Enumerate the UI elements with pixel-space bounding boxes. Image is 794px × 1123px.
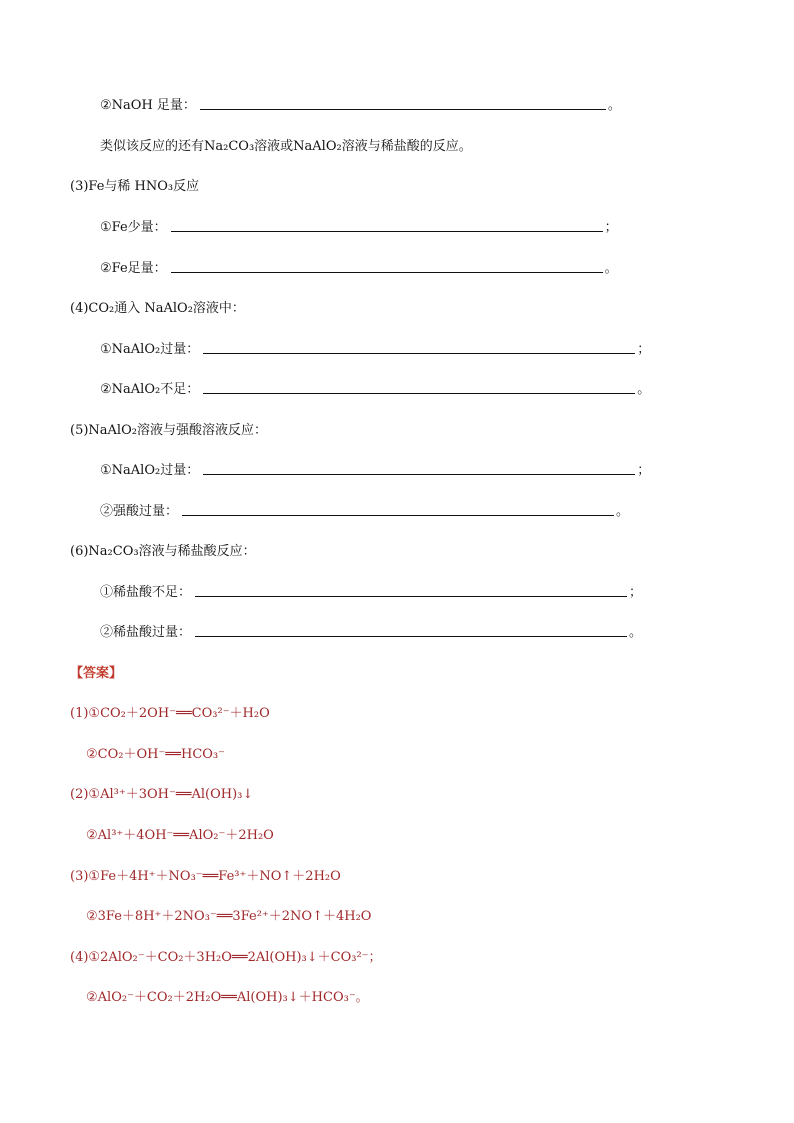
q2-option-b: ②NaOH 足量： 。 xyxy=(100,93,621,113)
answer-line-3-1: (3)①Fe＋4H⁺＋NO₃⁻══Fe³⁺＋NO↑＋2H₂O xyxy=(70,869,341,884)
q5-title: (5)NaAlO₂溶液与强酸溶液反应： xyxy=(70,423,267,438)
answer-blank[interactable] xyxy=(203,379,635,394)
q3-option-b: ②Fe足量： 。 xyxy=(100,256,618,276)
q6-title: (6)Na₂CO₃溶液与稀盐酸反应： xyxy=(70,544,256,559)
answer-line-1-2: ②CO₂＋OH⁻══HCO₃⁻ xyxy=(86,747,225,762)
answer-blank[interactable] xyxy=(203,339,635,354)
similar-reaction-note: 类似该反应的还有Na₂CO₃溶液或NaAlO₂溶液与稀盐酸的反应。 xyxy=(100,139,472,154)
answer-blank[interactable] xyxy=(200,95,606,110)
q5-option-b: ②强酸过量： 。 xyxy=(100,499,629,519)
q5-option-a: ①NaAlO₂过量： ； xyxy=(100,458,650,478)
answer-line-4-2: ②AlO₂⁻＋CO₂＋2H₂O══Al(OH)₃↓＋HCO₃⁻。 xyxy=(86,990,369,1005)
answer-line-3-2: ②3Fe＋8H⁺＋2NO₃⁻══3Fe²⁺＋2NO↑＋4H₂O xyxy=(86,909,372,924)
q4-option-b: ②NaAlO₂不足： 。 xyxy=(100,377,650,397)
q2-option-b-label: ②NaOH 足量： xyxy=(100,98,196,113)
answer-blank[interactable] xyxy=(182,501,614,516)
q3-title: (3)Fe与稀 HNO₃反应 xyxy=(70,179,200,194)
q6-option-b: ②稀盐酸过量： 。 xyxy=(100,620,642,640)
q3-option-a: ①Fe少量： ； xyxy=(100,215,618,235)
answer-line-2-2: ②Al³⁺＋4OH⁻══AlO₂⁻＋2H₂O xyxy=(86,828,274,843)
q4-option-a: ①NaAlO₂过量： ； xyxy=(100,337,650,357)
answer-heading: 【答案】 xyxy=(70,666,123,681)
answer-blank[interactable] xyxy=(171,258,603,273)
answer-line-2-1: (2)①Al³⁺＋3OH⁻══Al(OH)₃↓ xyxy=(70,787,254,802)
answer-line-4-1: (4)①2AlO₂⁻＋CO₂＋3H₂O══2Al(OH)₃↓＋CO₃²⁻； xyxy=(70,950,382,965)
answer-blank[interactable] xyxy=(195,622,627,637)
q4-title: (4)CO₂通入 NaAlO₂溶液中： xyxy=(70,301,245,316)
answer-blank[interactable] xyxy=(171,217,603,232)
answer-line-1-1: (1)①CO₂＋2OH⁻══CO₃²⁻＋H₂O xyxy=(70,706,270,721)
q6-option-a: ①稀盐酸不足： ； xyxy=(100,580,642,600)
answer-blank[interactable] xyxy=(203,460,635,475)
answer-blank[interactable] xyxy=(195,582,627,597)
